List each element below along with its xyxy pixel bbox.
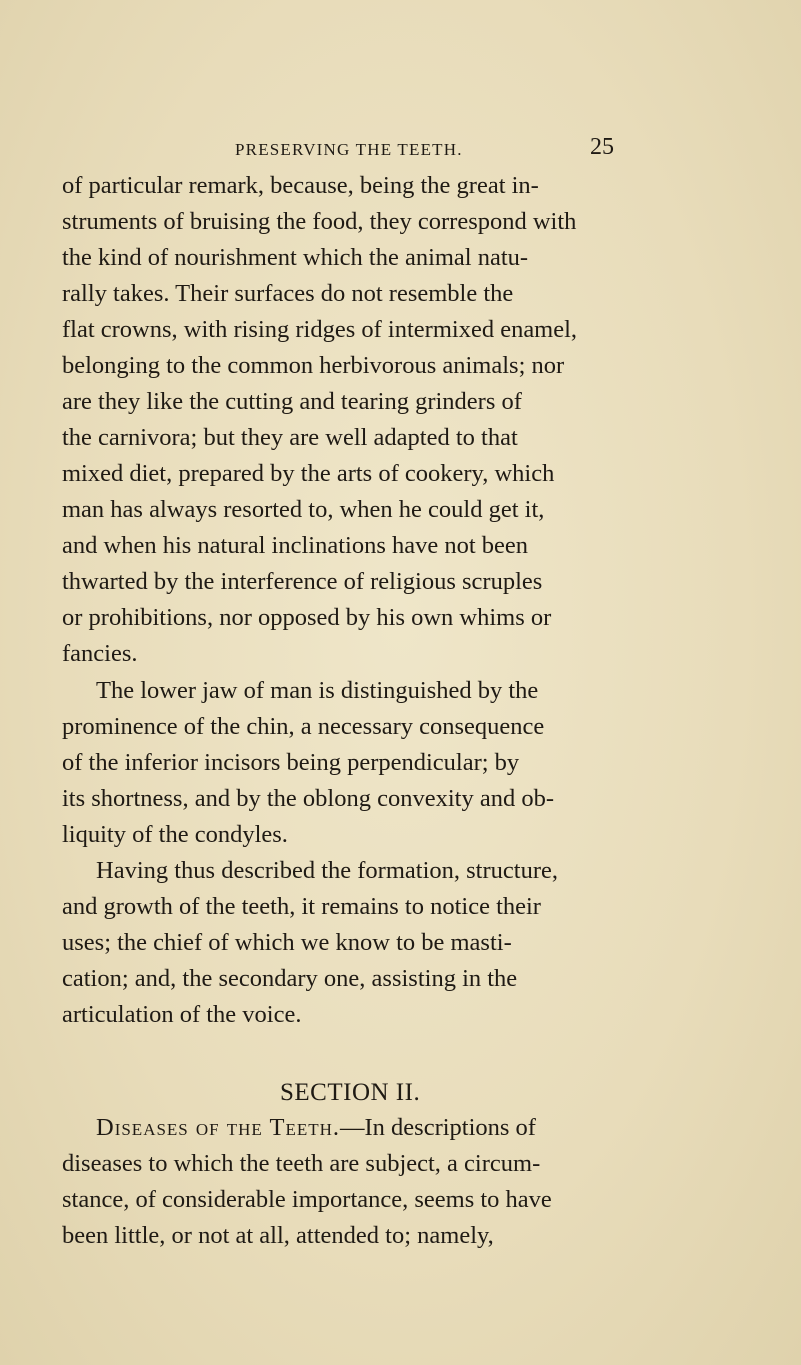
text-line: and when his natural inclinations have not been: [62, 532, 529, 559]
text-line: cation; and, the secondary one, assisting in the: [62, 965, 518, 992]
text-line: flat crowns, with rising ridges of intermixed enamel,: [62, 316, 578, 343]
section-heading: SECTION II.: [280, 1079, 421, 1106]
text-line: the carnivora; but they are well adapted to that: [62, 424, 518, 451]
paragraph-start-line: Having thus described the formation, structure,: [96, 857, 558, 884]
text-line: of particular remark, because, being the great in-: [62, 172, 539, 199]
section-first-line: [96, 1116, 536, 1141]
text-line: or prohibitions, nor opposed by his own whims or: [62, 604, 552, 631]
text-line: liquity of the condyles.: [62, 821, 288, 848]
text-line: and growth of the teeth, it remains to notice their: [62, 893, 541, 920]
text-line: articulation of the voice.: [62, 1001, 302, 1028]
text-line: thwarted by the interference of religious scruples: [62, 568, 543, 595]
text-line: rally takes. Their surfaces do not resemble the: [62, 280, 514, 307]
text-line: man has always resorted to, when he could get it,: [62, 496, 545, 523]
paragraph-start-line: The lower jaw of man is distinguished by the: [96, 677, 539, 704]
text-line: its shortness, and by the oblong convexity and ob-: [62, 785, 554, 812]
page-number: 25: [590, 134, 614, 160]
text-line: fancies.: [62, 640, 138, 667]
section-lead: Diseases of the Teeth.: [96, 1114, 340, 1141]
text-line: prominence of the chin, a necessary consequence: [62, 713, 545, 740]
text-line: uses; the chief of which we know to be masti-: [62, 929, 512, 956]
text-line: are they like the cutting and tearing grinders of: [62, 388, 522, 415]
text-line: stance, of considerable importance, seems to have: [62, 1186, 552, 1213]
text-line: mixed diet, prepared by the arts of cookery, which: [62, 460, 555, 487]
text-line: the kind of nourishment which the animal natu-: [62, 244, 529, 271]
text-line: been little, or not at all, attended to; namely,: [62, 1222, 494, 1249]
text-line: diseases to which the teeth are subject, a circum-: [62, 1150, 541, 1177]
running-title: PRESERVING THE TEETH.: [235, 140, 463, 159]
running-head: [180, 126, 640, 166]
text-line: struments of bruising the food, they correspond with: [62, 208, 577, 235]
text-line: of the inferior incisors being perpendicular; by: [62, 749, 520, 776]
text-line: belonging to the common herbivorous animals; nor: [62, 352, 565, 379]
section-lead-continuation: —In descriptions of: [340, 1114, 536, 1141]
